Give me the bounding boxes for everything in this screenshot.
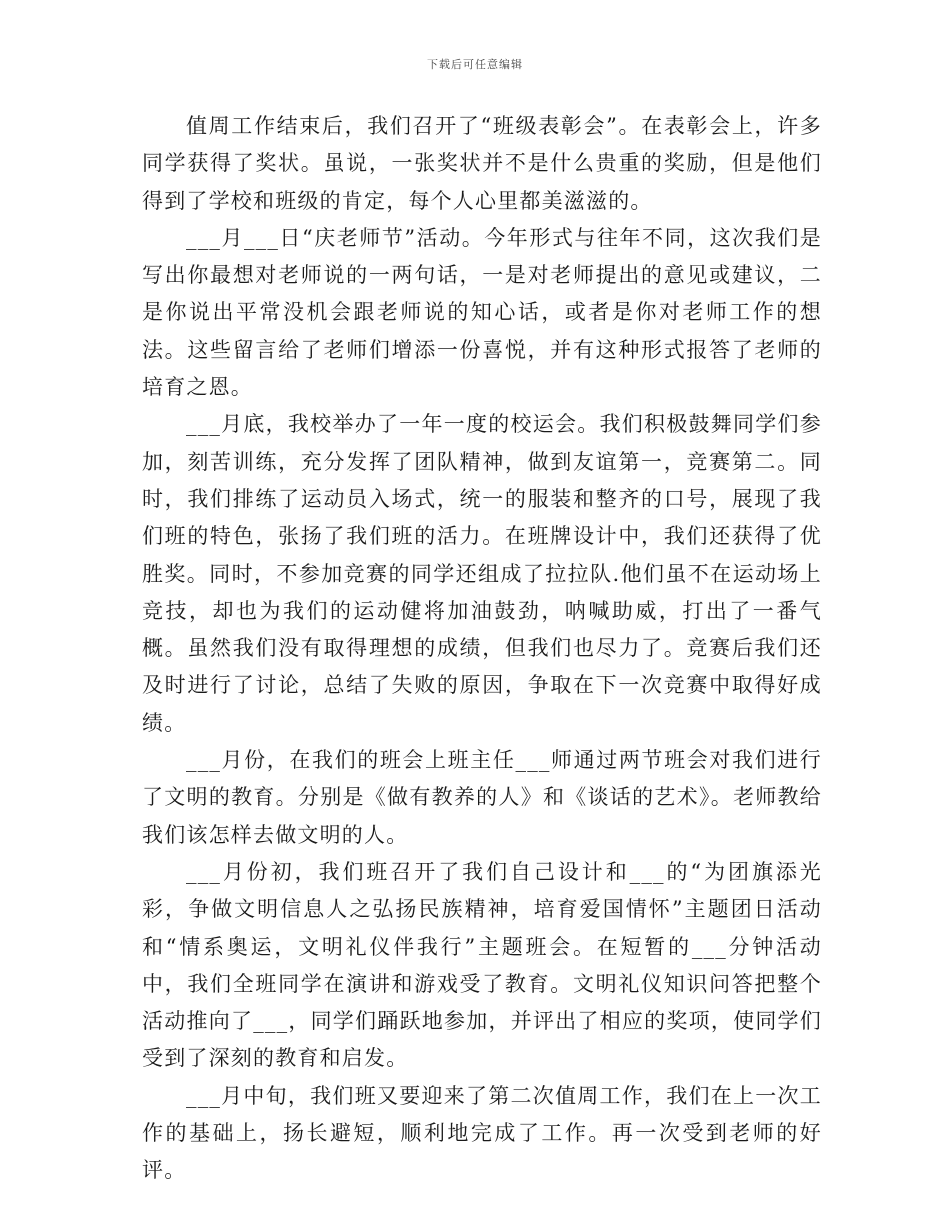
paragraph-civility-education: ___月份，在我们的班会上班主任___师通过两节班会对我们进行了文明的教育。分别是《做有教养的人》和《谈话的艺术》。老师教给我们该怎样去做文明的人。 (142, 748, 822, 847)
document-body (142, 108, 822, 1190)
paragraph-class-commendation: 值周工作结束后，我们召开了“班级表彰会”。在表彰会上，许多同学获得了奖状。虽说，一张奖状并不是什么贵重的奖励，但是他们得到了学校和班级的肯定，每个人心里都美滋滋的。 (142, 114, 822, 213)
paragraph-league-day-activity: ___月份初，我们班召开了我们自己设计和___的“为团旗添光彩，争做文明信息人之弘扬民族精神，培育爱国情怀”主题团日活动和“情系奥运，文明礼仪伴我行”主题班会。在短暂的___分钟活动中，我们全班同学在演讲和游戏受了教育。文明礼仪知识问答把整个活动推向了___，同学们踊跃地参加，并评出了相应的奖项，使同学们受到了深刻的教育和启发。 (142, 859, 822, 1071)
paragraph-sports-meet: ___月底，我校举办了一年一度的校运会。我们积极鼓舞同学们参加，刻苦训练，充分发挥了团队精神，做到友谊第一，竞赛第二。同时，我们排练了运动员入场式，统一的服装和整齐的口号，展现了我们班的特色，张扬了我们班的活力。在班牌设计中，我们还获得了优胜奖。同时，不参加竞赛的同学还组成了拉拉队.他们虽不在运动场上竞技，却也为我们的运动健将加油鼓劲，呐喊助威，打出了一番气概。虽然我们没有取得理想的成绩，但我们也尽力了。竞赛后我们还及时进行了讨论，总结了失败的原因，争取在下一次竞赛中取得好成绩。 (142, 412, 822, 735)
page-header: 下载后可任意编辑 (427, 58, 523, 71)
paragraph-teachers-day: ___月___日“庆老师节”活动。今年形式与往年不同，这次我们是写出你最想对老师说的一两句话，一是对老师提出的意见或建议，二是你说出平常没机会跟老师说的知心话，或者是你对老师工作的想法。这些留言给了老师们增添一份喜悦，并有这种形式报答了老师的培育之恩。 (142, 225, 822, 400)
paragraph-second-duty-week: ___月中旬，我们班又要迎来了第二次值周工作，我们在上一次工作的基础上，扬长避短，顺利地完成了工作。再一次受到老师的好评。 (142, 1083, 822, 1183)
